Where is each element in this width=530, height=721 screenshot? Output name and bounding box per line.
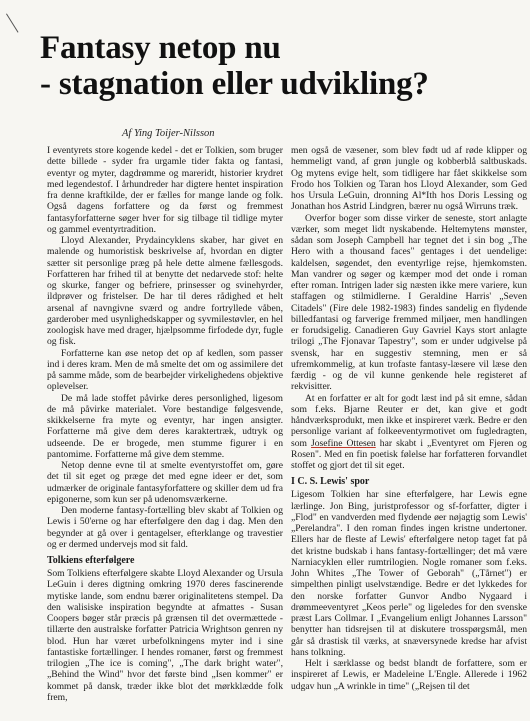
paragraph: Ligesom Tolkien har sine efterfølgere, har Lewis egne lærlinge. Jon Bing, juristprofessor og sf-forfatter, digter i „Flod" en vandverden med flydende øer nøjagtig som Lewis' „Perelandra". I den roman findes ingen kristne undertoner. Ellers har de fleste af Lewis' efterfølgere netop taget fat på det kristne budskab i hans fantasy-fortællinger; det må være Narniacyklen eller rumtrilogien. Nogle romaner som f.eks. John Whites „The Tower of Geborah" („Tårnet") er simpelthen pinligt uselvstændige. Bedre er det lykkedes for den norske forfatter Gunvor Andbo Nygaard i drømmeeventyret „Keos perle" og ligeledes for den svenske præst Lars Collmar. I „Evangelium enligt Johannes Larsson" benytter han tidsrejsen til at diskutere trosspørgsmål, men går så drastisk til værks, at snæversynede kredse har afvist hans tolkning. xyxy=(291,489,527,658)
paragraph-text: har skabt i „Eventyret om Fjeren og Rosen". Med en fin poetisk følelse har forfatteren forvandlet stoffet og gjort det til sit eget. xyxy=(291,437,527,471)
article-title xyxy=(40,30,510,102)
paragraph: I eventyrets store kogende kedel - det er Tolkien, som bruger dette billede - syder fra urgamle tider fakta og fantasi, eventyr og myter, dagdrømme og mareridt, historier krydret med legendestof. I århundreder har digtere hentet inspiration fra denne kraftkilde, der er fælles for mange lande og folk. Også dagens forfattere og da først og fremmest fantasyforfatterne søger hver for sig tilbage til tidlige myter og gammel eventyrtradition. xyxy=(47,145,283,235)
highlighted-name: Josefine Ottesen xyxy=(311,437,376,449)
paragraph: Den moderne fantasy-fortælling blev skabt af Tolkien og Lewis i 50'erne og har efterfølgere den dag i dag. Men den begynder at gå over i gentagelser, efterklange og travestier og er dermed undervejs mod sit fald. xyxy=(47,505,283,550)
title-line-1: Fantasy netop nu xyxy=(40,30,281,66)
scan-mark xyxy=(6,5,32,33)
right-column xyxy=(291,145,527,692)
section-heading: Tolkiens efterfølgere xyxy=(47,555,135,566)
title-line-2: - stagnation eller udvikling? xyxy=(40,66,429,102)
paragraph: Lloyd Alexander, Prydaincyklens skaber, har givet en malende og humoristisk beskrivelse af, hvordan en digter sætter sit personlige præg på hele dette almene fællesgods. Forfatteren har frihed til at benytte det nedarvede stof: helte og skurke, fanger og befriere, prinsesser og svinehyrder, ildprøver og fristelser. De har til deres rådighed et helt arsenal af navngivne sværd og andre fortryllede våben, garderober med usynlighedskapper og syvmilestøvler, en hel zoologisk have med drager, hjælpsomme firfodede dyr, fugle og fisk. xyxy=(47,235,283,348)
paragraph: Netop denne evne til at smelte eventyrstoffet om, gøre det til sit eget og præge det med egne ideer er det, som udmærker de originale fantasyforfattere og skiller dem ud fra epigonerne, som kun ser på udenomsværkerne. xyxy=(47,460,283,505)
paragraph: Helt i særklasse og bedst blandt de forfattere, som er inspireret af Lewis, er Madeleine L'Engle. Allerede i 1962 udgav hun „A wrinkle in time" („Rejsen til det xyxy=(291,658,527,692)
paragraph: Som Tolkiens efterfølgere skabte Lloyd Alexander og Ursula LeGuin i deres digtning omkring 1970 deres fascinerende mytiske lande, som endnu bærer originalitetens stempel. Da den walisiske inspiration begyndte at afmattes - Susan Coopers bøger står præcis på grænsen til det overmættede - tillærte den australske forfatter Patricia Wrightson genren ny blod. Hun har været urbefolkningens myter ind i sine fantastiske fortællinger. I hendes romaner, først og fremmest trilogien „The ice is coming", „The dark bright water", „Behind the Wind" hvor det første bind „Isen kommer" er kommet på dansk, træder ikke blot det mørkklædde folk frem, xyxy=(47,568,283,703)
left-column xyxy=(47,145,283,703)
byline: Af Ying Toijer-Nilsson xyxy=(122,128,215,139)
paragraph: men også de væsener, som blev født ud af røde klipper og hemmeligt vand, af grøn jungle og kobberblå saltbuskads. Og mytens evige helt, som tidligere har fået skikkelse som Frodo hos Tolkien og Taran hos Lloyd Alexander, som Ged hos Ursula LeGuin, dronning Al*Ith hos Doris Lessing og Jonathan hos Astrid Lindgren, bærer nu også Wirruns træk. xyxy=(291,145,527,213)
paragraph-text: At en forfatter er alt for godt læst ind på sit emne, sådan som f.eks. Bjarne Reuter er det, kan give et godt håndværksprodukt, men ikke et inspireret værk. Bedre er den personlige variant af folkeeventyrmotivet om fugledragten, som xyxy=(291,392,527,449)
paragraph: De må lade stoffet påvirke deres personlighed, ligesom de må påvirke materialet. Vore bestandige følgesvende, skikkelserne fra myte og eventyr, har ingen ansigter. Forfatterne må give dem deres karaktertræk, udtryk og udseende. De er brogede, men stumme figurer i en pantomime. Forfatterne må give dem stemme. xyxy=(47,392,283,460)
paragraph: Overfor boger som disse virker de seneste, stort anlagte værker, som meget lidt nyskabende. Heltemytens mønster, sådan som Joseph Campbell har tegnet det i sin bog „The Hero with a thousand faces" gentages i det uendelige: kaldelsen, søgendet, den eventyrlige rejse, hjemkomsten. Man vandrer og søger og kæmper mod det onde i roman efter roman. Intrigen lader sig næsten ikke mere variere, kun staffagen og stilmidlerne. I Geraldine Harris' „Seven Citadels" (Fire dele 1982-1983) findes sandelig en flydende billedfantasi og farverige fremmed miljøer, men handlingen er forudsigelig. Canadieren Guy Gavriel Kays stort anlagte trilogi „The Fjonavar Tapestry", som er under udgivelse på svensk, har en suggestiv stemning, men er så ufremkommelig, at kun trofaste fantasy-læsere vil læse den færdig - og de vil kunne genkende hele registeret af rekvisitter. xyxy=(291,212,527,393)
paragraph xyxy=(291,393,527,472)
section-heading: I C. S. Lewis' spor xyxy=(291,476,370,488)
paragraph: Forfatterne kan øse netop det op af kedlen, som passer ind i deres kram. Men de må smelte det om og assimilere det på samme måde, som de bearbejder virkelighedens objektive oplevelser. xyxy=(47,347,283,393)
